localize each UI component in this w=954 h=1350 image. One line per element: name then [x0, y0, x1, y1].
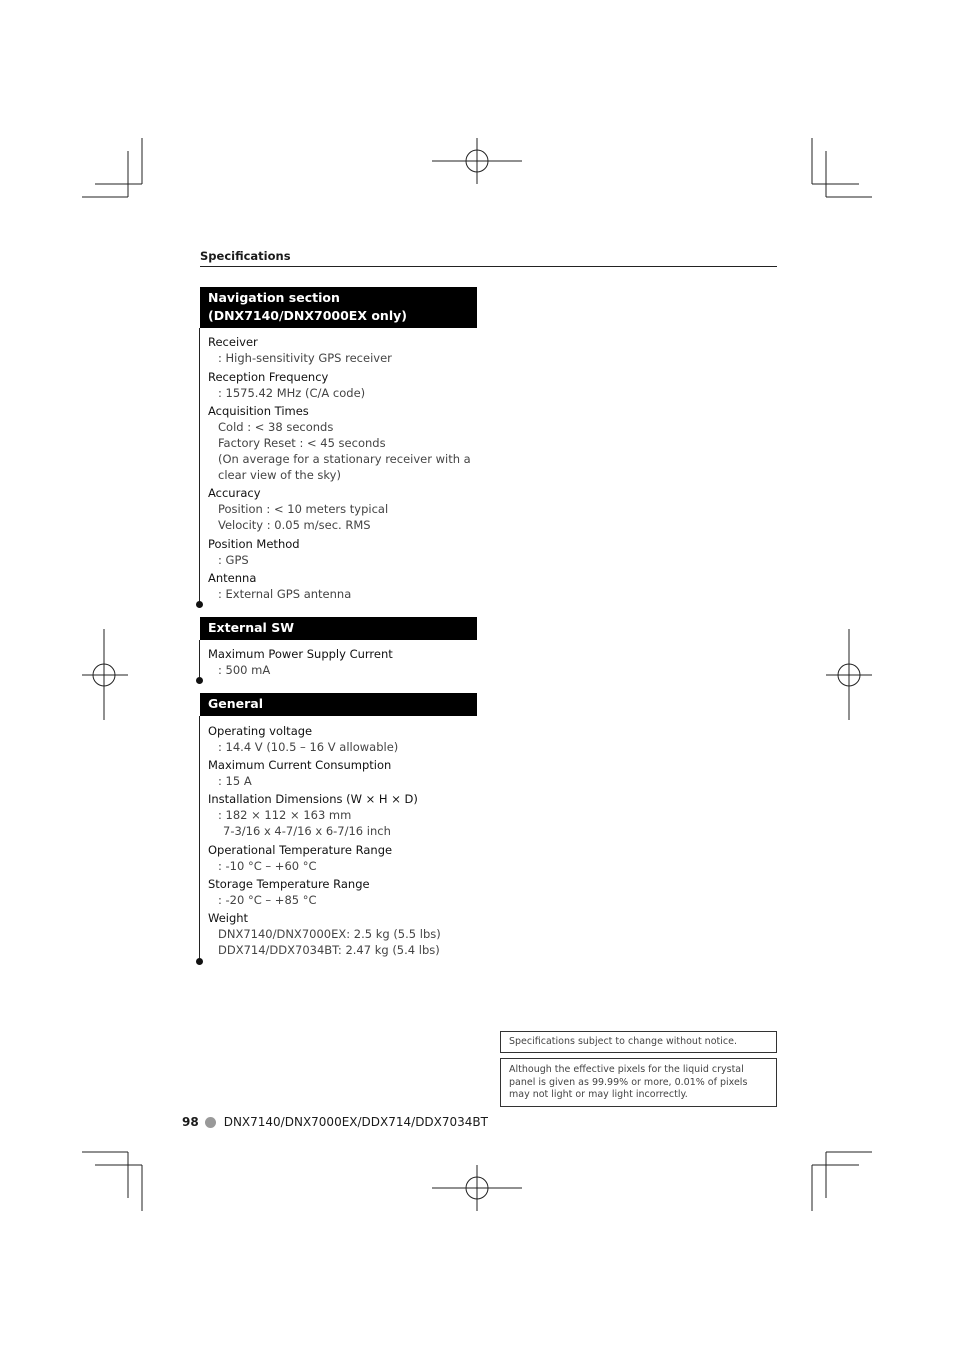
- spec-item: [208, 757, 473, 789]
- spec-value: : High-sensitivity GPS receiver: [218, 351, 392, 365]
- spec-value: Cold : < 38 seconds: [218, 420, 334, 434]
- spec-label: Acquisition Times: [208, 404, 309, 418]
- section-heading-navigation: [200, 287, 477, 328]
- spec-label: Accuracy: [208, 486, 261, 500]
- spec-value: 7-3/16 x 4-7/16 x 6-7/16 inch: [223, 824, 391, 838]
- spec-label: Weight: [208, 911, 249, 925]
- spec-item: [208, 646, 473, 678]
- spec-value: Factory Reset : < 45 seconds: [218, 436, 386, 450]
- spec-value: : 14.4 V (10.5 – 16 V allowable): [218, 740, 399, 754]
- spec-value: DDX714/DDX7034BT: 2.47 kg (5.4 lbs): [218, 943, 440, 957]
- section-sidebar-line: [199, 716, 200, 962]
- note-box-spec-change: Specifications subject to change without notice.: [500, 1031, 777, 1053]
- section-end-dot: [196, 677, 203, 684]
- spec-list-navigation: [208, 334, 473, 602]
- spec-label: Position Method: [208, 537, 300, 551]
- section-heading-line: Navigation section: [208, 290, 340, 305]
- header-rule: [200, 266, 777, 267]
- spec-label: Storage Temperature Range: [208, 877, 370, 891]
- page-number: 98: [182, 1115, 199, 1129]
- section-heading-line: External SW: [208, 620, 294, 635]
- spec-label: Operating voltage: [208, 724, 313, 738]
- spec-value: : GPS: [218, 553, 249, 567]
- spec-value: Velocity : 0.05 m/sec. RMS: [218, 518, 371, 532]
- note-box-pixels: Although the effective pixels for the liquid crystal panel is given as 99.99% or more, 0.01% of pixels may not light or may light incorrectly.: [500, 1058, 777, 1107]
- spec-value: : 15 A: [218, 774, 252, 788]
- spec-label: Maximum Current Consumption: [208, 758, 392, 772]
- spec-item: [208, 536, 473, 568]
- spec-item: [208, 910, 473, 958]
- section-end-dot: [196, 601, 203, 608]
- spec-value: : 1575.42 MHz (C/A code): [218, 386, 366, 400]
- section-heading-general: [200, 693, 477, 716]
- section-heading-line: General: [208, 696, 263, 711]
- bullet-circle-icon: [205, 1117, 216, 1128]
- spec-value: : External GPS antenna: [218, 587, 352, 601]
- page-footer: [182, 1115, 488, 1129]
- spec-value: : -10 °C – +60 °C: [218, 859, 317, 873]
- spec-item: [208, 723, 473, 755]
- spec-list-external-sw: [208, 646, 473, 678]
- spec-item: [208, 876, 473, 908]
- spec-list-general: [208, 723, 473, 958]
- spec-label: Installation Dimensions (W × H × D): [208, 792, 418, 806]
- spec-label: Reception Frequency: [208, 370, 329, 384]
- spec-item: [208, 570, 473, 602]
- spec-label: Maximum Power Supply Current: [208, 647, 393, 661]
- section-heading-line: (DNX7140/DNX7000EX only): [208, 308, 407, 323]
- section-end-dot: [196, 958, 203, 965]
- section-heading-external-sw: [200, 617, 477, 640]
- spec-label: Receiver: [208, 335, 258, 349]
- spec-value: : 182 × 112 × 163 mm: [218, 808, 352, 822]
- footer-model-list: DNX7140/DNX7000EX/DDX714/DDX7034BT: [223, 1115, 488, 1129]
- spec-value: : 500 mA: [218, 663, 271, 677]
- spec-item: [208, 369, 473, 401]
- spec-label: Operational Temperature Range: [208, 843, 393, 857]
- spec-value: : -20 °C – +85 °C: [218, 893, 317, 907]
- spec-value: Position : < 10 meters typical: [218, 502, 389, 516]
- spec-item: [208, 403, 473, 483]
- spec-value: DNX7140/DNX7000EX: 2.5 kg (5.5 lbs): [218, 927, 441, 941]
- spec-item: [208, 485, 473, 533]
- spec-item: [208, 334, 473, 366]
- spec-value: (On average for a stationary receiver with a clear view of the sky): [218, 452, 471, 482]
- spec-item: [208, 791, 473, 839]
- page-header-title: Specifications: [200, 249, 291, 263]
- section-sidebar-line: [199, 640, 200, 681]
- registration-mark-right: [0, 0, 1, 1]
- spec-item: [208, 842, 473, 874]
- section-sidebar-line: [199, 328, 200, 605]
- spec-label: Antenna: [208, 571, 257, 585]
